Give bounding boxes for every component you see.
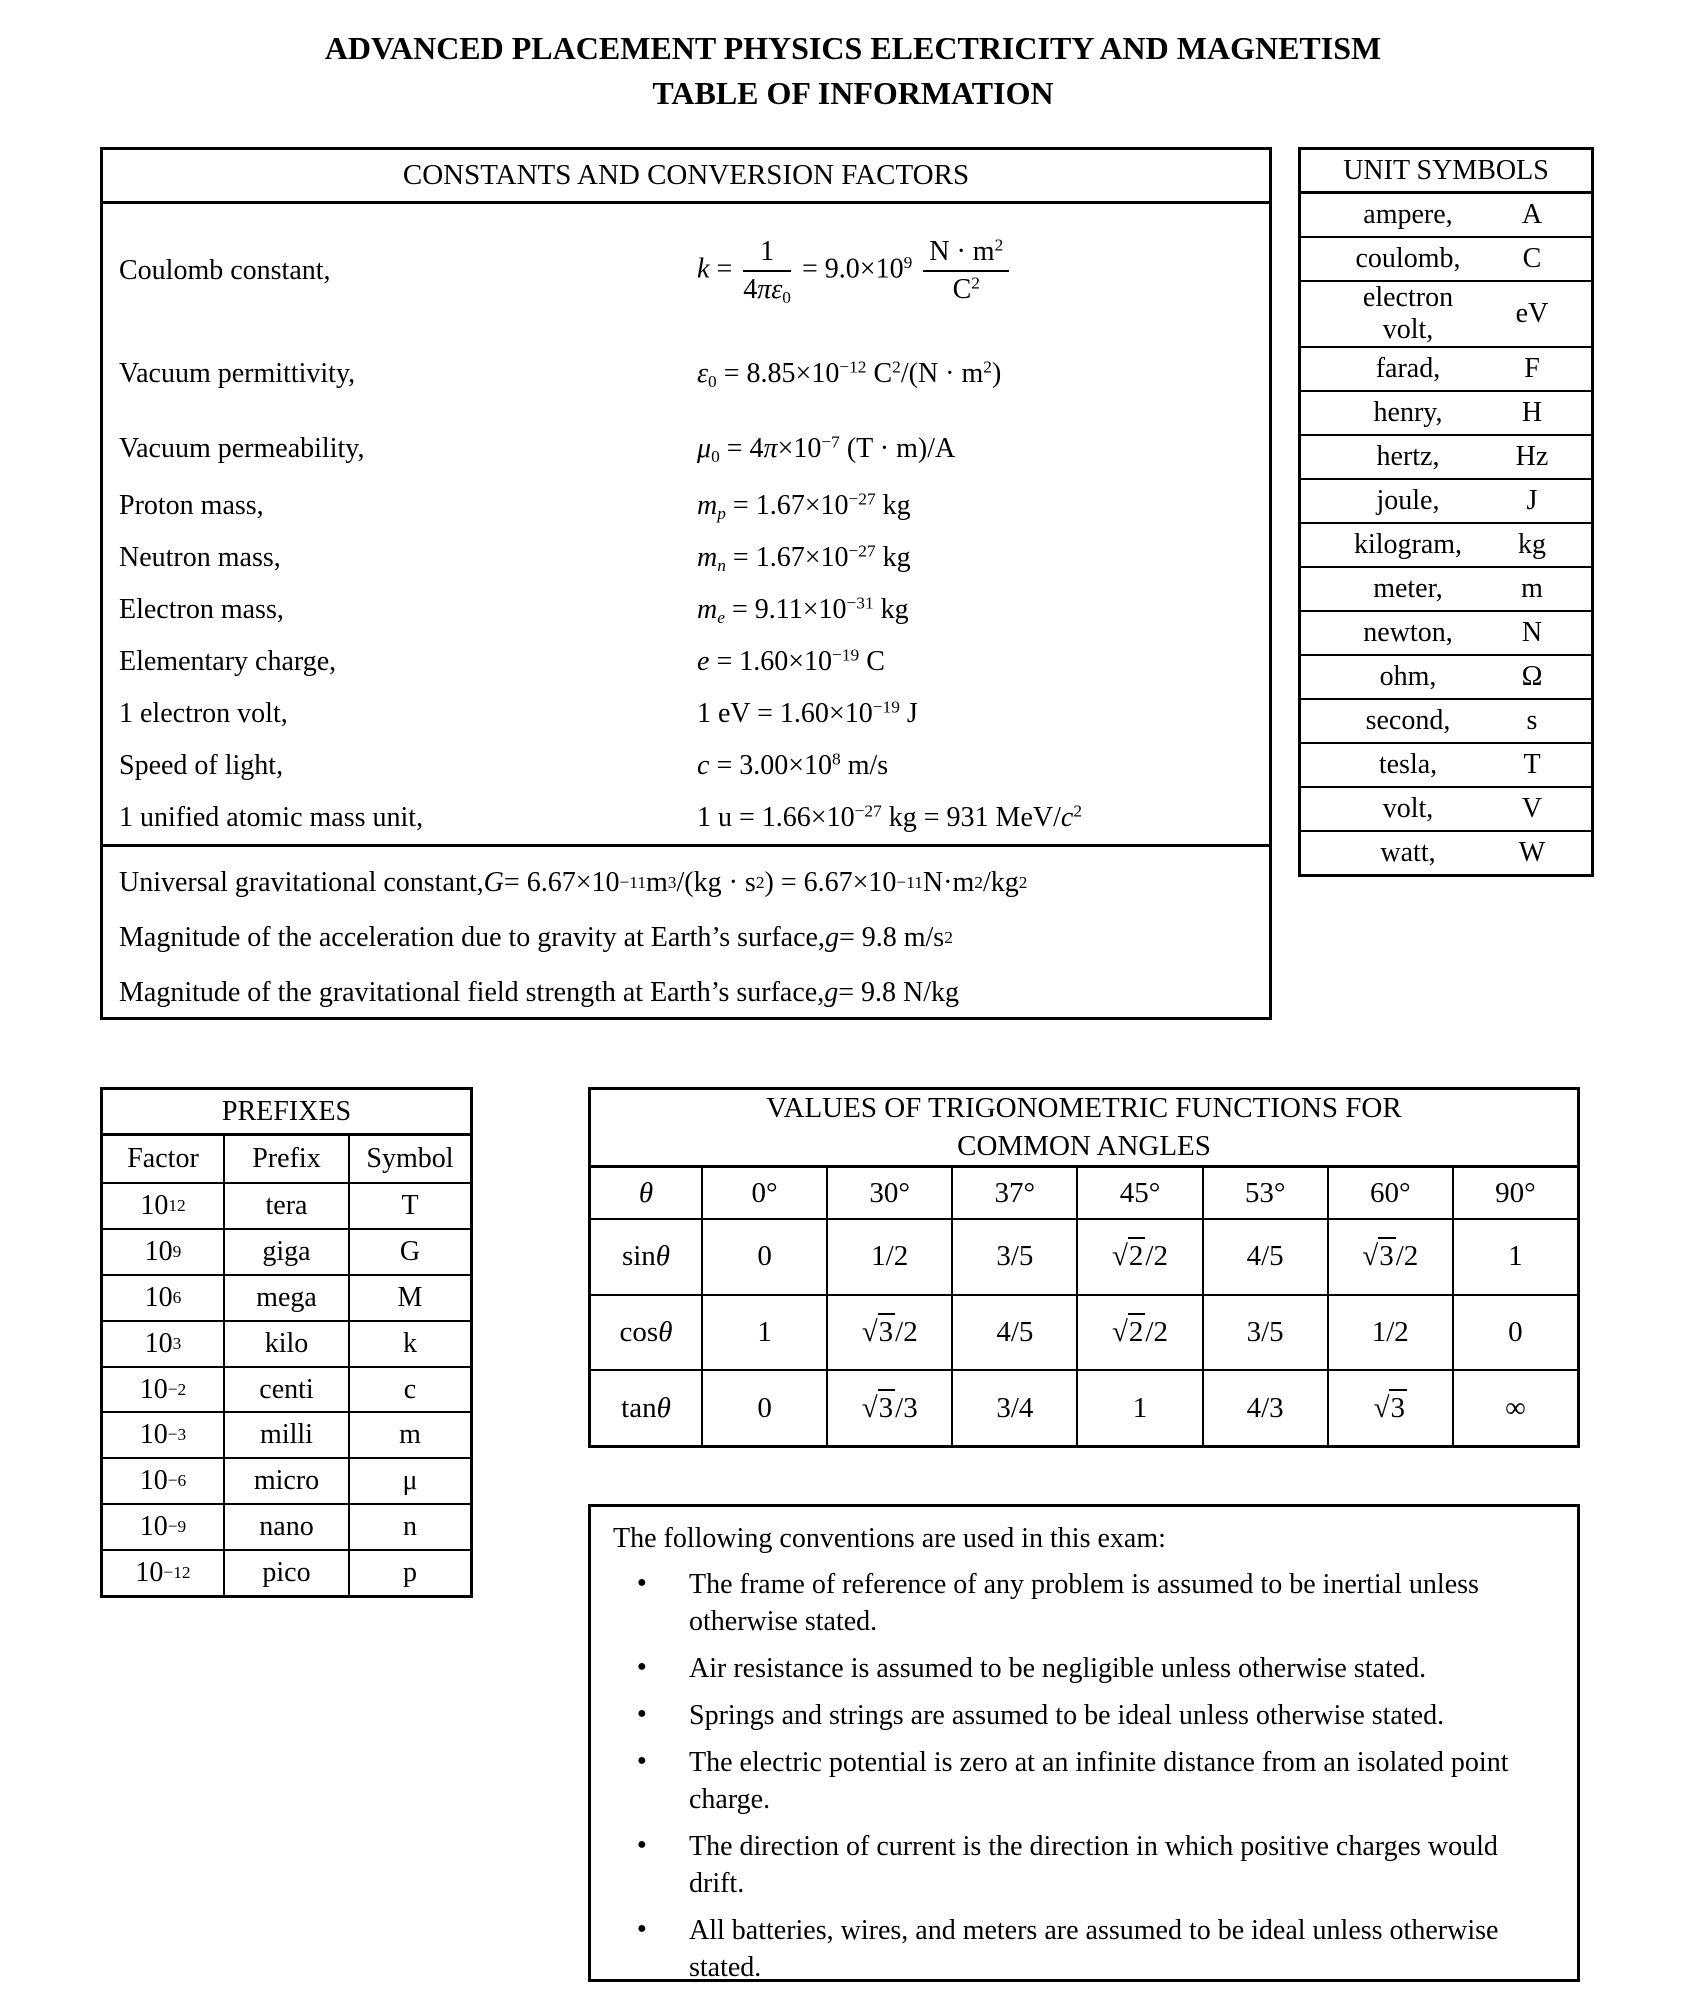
constant-note: Universal gravitational constant, G = 6.67×10 −11 m 3 /(kg · s 2 ) = 6.67×10 −11 N·m 2 /kg 2	[119, 866, 1028, 898]
trig-row-label: tan θ	[591, 1371, 703, 1445]
prefixes-column-headers	[103, 1136, 470, 1184]
constants-rows	[103, 204, 1269, 844]
trig-cell: 1/2	[828, 1220, 953, 1294]
trig-cell: 1	[703, 1296, 828, 1370]
conventions-bullets	[613, 1567, 1559, 1987]
unit-symbol-row	[1301, 480, 1591, 524]
unit-symbols-header: UNIT SYMBOLS	[1301, 150, 1591, 194]
prefixes-col-factor: Factor	[103, 1136, 225, 1182]
trig-cell: √3 /2	[1329, 1220, 1454, 1294]
unit-symbol: m	[1521, 573, 1543, 604]
page-title-line2: TABLE OF INFORMATION	[652, 75, 1054, 112]
bullet-dot-icon: ●	[637, 1574, 647, 1591]
trig-cell: 0	[703, 1220, 828, 1294]
prefix-symbol: k	[403, 1327, 417, 1359]
trig-cell: 4/3	[1204, 1371, 1329, 1445]
radical-sign: √3	[1362, 1240, 1395, 1273]
trig-cell: √3 /3	[828, 1371, 953, 1445]
unit-symbol: H	[1521, 397, 1543, 428]
prefixes-col-symbol: Symbol	[366, 1143, 454, 1174]
prefix-row	[103, 1413, 470, 1459]
unit-symbols-table	[1298, 147, 1594, 877]
prefix-row	[103, 1184, 470, 1230]
bullet-dot-icon: ●	[637, 1919, 647, 1937]
constant-formula: k = $\frac{1}{4\pi\varepsilon_0}$ = $9.0\times 10^9$ $\frac{N \cdot m^2}{C^2}$	[697, 236, 1013, 306]
unit-name: watt,	[1380, 837, 1436, 868]
prefix-row	[103, 1230, 470, 1276]
trig-cell: 3/5	[1204, 1296, 1329, 1370]
prefix-factor: 10 3	[103, 1322, 225, 1366]
trig-grid	[591, 1168, 1577, 1445]
unit-symbol-row	[1301, 656, 1591, 700]
prefix-name: pico	[225, 1551, 350, 1595]
unit-symbols-rows	[1301, 194, 1591, 874]
prefix-name: milli	[225, 1413, 350, 1457]
convention-text: All batteries, wires, and meters are assumed to be ideal unless otherwise stated.	[689, 1914, 1499, 1983]
trig-row	[591, 1371, 1577, 1445]
unit-symbol: W	[1518, 837, 1546, 868]
convention-item	[613, 1829, 1559, 1903]
trig-row	[591, 1220, 1577, 1296]
conventions-panel	[588, 1504, 1580, 1982]
trig-cell: 0°	[703, 1168, 828, 1218]
prefix-name: giga	[225, 1230, 350, 1274]
unit-symbol-row	[1301, 392, 1591, 436]
radical-sign: √3	[1374, 1392, 1407, 1425]
constant-label: Vacuum permeability,	[119, 433, 365, 464]
trig-cell: 3/4	[953, 1371, 1078, 1445]
trig-cell: 4/5	[1204, 1220, 1329, 1294]
trig-row-label: θ	[591, 1168, 703, 1218]
convention-item	[613, 1567, 1559, 1641]
constant-formula: $\mu_0 = 4\pi\times 10^{-7}$ (T · m)/A	[697, 432, 956, 467]
unit-symbol-row	[1301, 436, 1591, 480]
constants-header: CONSTANTS AND CONVERSION FACTORS	[103, 150, 1269, 204]
prefix-factor: 10 9	[103, 1230, 225, 1274]
bullet-dot-icon: ●	[637, 1657, 647, 1675]
constant-formula: 1 $u = 1.66\times 10^{-27}$ kg = 931 MeV/$c^2$	[697, 801, 1082, 833]
prefix-factor: 10 −3	[103, 1413, 225, 1457]
convention-text: The frame of reference of any problem is assumed to be inertial unless otherwise stated.	[689, 1569, 1479, 1637]
unit-name: meter,	[1373, 573, 1443, 604]
trig-cell: 1	[1508, 1240, 1523, 1273]
radical-sign: √3	[862, 1392, 895, 1425]
prefix-symbol: M	[397, 1281, 423, 1313]
conventions-intro: The following conventions are used in this exam:	[613, 1523, 1166, 1554]
trig-cell: 4/5	[953, 1296, 1078, 1370]
page-title-line1: ADVANCED PLACEMENT PHYSICS ELECTRICITY AND MAGNETISM	[324, 30, 1382, 66]
trig-table	[588, 1087, 1580, 1448]
unit-name: ampere,	[1363, 199, 1453, 230]
constant-formula: $e = 1.60\times 10^{-19}$ C	[697, 645, 885, 677]
convention-text: The direction of current is the direction in which positive charges would drift.	[689, 1830, 1498, 1899]
trig-cell: √3 /2	[828, 1296, 953, 1370]
constant-formula: $m_e = 9.11\times 10^{-31}$ kg	[697, 593, 909, 628]
unit-symbol: A	[1521, 199, 1543, 230]
constant-note: Magnitude of the acceleration due to gravity at Earth’s surface, g = 9.8 m/s 2	[119, 921, 953, 953]
prefix-symbol: m	[399, 1419, 421, 1451]
unit-name: joule,	[1376, 485, 1440, 516]
trig-cell: 37°	[953, 1168, 1078, 1218]
prefix-factor: 10 −6	[103, 1459, 225, 1503]
trig-cell: √2 /2	[1078, 1296, 1203, 1370]
unit-name: newton,	[1363, 617, 1453, 648]
constant-label: Electron mass,	[119, 594, 284, 625]
unit-symbol-row	[1301, 568, 1591, 612]
unit-name: farad,	[1375, 353, 1441, 384]
trig-cell: 45°	[1078, 1168, 1203, 1218]
trig-title	[591, 1090, 1577, 1168]
constant-formula: $c = 3.00\times 10^8$ m/s	[697, 749, 889, 781]
trig-cell: 90°	[1495, 1176, 1536, 1209]
convention-item	[613, 1698, 1559, 1735]
unit-symbol-row	[1301, 348, 1591, 392]
constants-table	[100, 147, 1272, 1020]
constant-label: Proton mass,	[119, 490, 264, 521]
trig-cell: 60°	[1329, 1168, 1454, 1218]
prefix-row	[103, 1368, 470, 1414]
trig-cell: 3/5	[953, 1220, 1078, 1294]
prefix-row	[103, 1322, 470, 1368]
constant-row	[119, 480, 1269, 532]
bullet-dot-icon: ●	[637, 1704, 647, 1722]
unit-symbol: C	[1522, 243, 1542, 274]
trig-title-line2: COMMON ANGLES	[957, 1129, 1211, 1162]
convention-item	[613, 1651, 1559, 1688]
unit-symbol: s	[1526, 705, 1538, 736]
trig-cell: 30°	[828, 1168, 953, 1218]
unit-symbol-row	[1301, 744, 1591, 788]
page-title	[0, 26, 1706, 117]
trig-cell: 1/2	[1329, 1296, 1454, 1370]
prefix-name: tera	[225, 1184, 350, 1228]
unit-symbol: V	[1521, 793, 1543, 824]
trig-title-line1: VALUES OF TRIGONOMETRIC FUNCTIONS FOR	[766, 1091, 1402, 1124]
bullet-dot-icon: ●	[637, 1751, 647, 1769]
constant-label: 1 electron volt,	[119, 698, 288, 729]
constant-row	[119, 688, 1269, 740]
prefix-factor: 10 −2	[103, 1368, 225, 1412]
unit-symbol: Ω	[1521, 661, 1543, 692]
prefix-factor: 10 12	[103, 1184, 225, 1228]
prefix-symbol: G	[399, 1235, 421, 1267]
constant-row	[119, 584, 1269, 636]
constant-label: Coulomb constant,	[119, 255, 331, 286]
constant-label: Speed of light,	[119, 750, 284, 781]
prefix-symbol: μ	[402, 1465, 418, 1497]
unit-symbol-row	[1301, 612, 1591, 656]
prefixes-header: PREFIXES	[103, 1090, 470, 1136]
unit-symbol-row	[1301, 194, 1591, 238]
prefix-name: mega	[225, 1276, 350, 1320]
constant-label: Vacuum permittivity,	[119, 358, 356, 389]
fraction: $\frac{1}{4\pi\varepsilon_0}$	[743, 236, 791, 308]
unit-symbol-row	[1301, 788, 1591, 832]
constant-formula: $m_p = 1.67\times 10^{-27}$ kg	[697, 489, 911, 524]
unit-name: hertz,	[1376, 441, 1440, 472]
constant-formula: 1 eV = $1.60\times 10^{-19}$ J	[697, 697, 918, 729]
prefix-row	[103, 1551, 470, 1595]
trig-header-row	[591, 1168, 1577, 1220]
unit-symbol: Hz	[1515, 441, 1549, 472]
prefix-row	[103, 1505, 470, 1551]
prefix-factor: 10 6	[103, 1276, 225, 1320]
constant-label: 1 unified atomic mass unit,	[119, 802, 424, 833]
unit-symbol: eV	[1515, 298, 1549, 329]
unit-symbol-row	[1301, 832, 1591, 874]
bullet-dot-icon: ●	[637, 1835, 647, 1853]
constant-row	[119, 212, 1269, 330]
trig-cell: 0	[1508, 1316, 1523, 1348]
trig-cell: √2 /2	[1078, 1220, 1203, 1294]
constant-label: Neutron mass,	[119, 542, 281, 573]
constant-label: Elementary charge,	[119, 646, 337, 677]
constant-row	[119, 636, 1269, 688]
prefix-factor: 10 −12	[103, 1551, 225, 1595]
unit-symbol: F	[1524, 353, 1540, 384]
prefix-name: centi	[225, 1368, 350, 1412]
constant-note: Magnitude of the gravitational field strength at Earth’s surface, g = 9.8 N/kg	[119, 976, 960, 1008]
unit-symbol-row	[1301, 282, 1591, 348]
prefix-factor: 10 −9	[103, 1505, 225, 1549]
unit-name: coulomb,	[1355, 243, 1461, 274]
trig-cell: 53°	[1204, 1168, 1329, 1218]
prefix-symbol: p	[403, 1557, 417, 1589]
constant-formula: $\varepsilon_0 = 8.85\times 10^{-12}$ $C^2/(N \cdot m^2)$	[697, 357, 1002, 392]
trig-cell: 1	[1078, 1371, 1203, 1445]
constant-row	[119, 418, 1269, 480]
prefix-symbol: c	[403, 1373, 417, 1405]
trig-cell: 0	[703, 1371, 828, 1445]
prefix-name: micro	[225, 1459, 350, 1503]
constant-row	[119, 330, 1269, 418]
unit-symbol-row	[1301, 238, 1591, 282]
radical-sign: √3	[862, 1316, 895, 1349]
trig-row	[591, 1296, 1577, 1372]
prefix-symbol: T	[401, 1189, 419, 1221]
unit-name: kilogram,	[1353, 529, 1463, 560]
unit-name: electron volt,	[1362, 282, 1454, 345]
trig-row-label: sin θ	[591, 1220, 703, 1294]
constant-row	[119, 792, 1269, 844]
unit-symbol-row	[1301, 700, 1591, 744]
trig-row-label: cos θ	[591, 1296, 703, 1370]
convention-text: Air resistance is assumed to be negligible unless otherwise stated.	[689, 1652, 1427, 1684]
prefix-row	[103, 1276, 470, 1322]
constant-row	[119, 532, 1269, 584]
unit-name: second,	[1365, 705, 1451, 736]
prefix-row	[103, 1459, 470, 1505]
trig-cell: ∞	[1505, 1391, 1526, 1424]
prefixes-rows	[103, 1184, 470, 1595]
prefixes-col-prefix: Prefix	[225, 1136, 350, 1182]
prefix-symbol: n	[403, 1511, 417, 1543]
trig-cell	[1329, 1371, 1454, 1445]
unit-symbol-row	[1301, 524, 1591, 568]
constant-row	[119, 740, 1269, 792]
unit-symbol: N	[1521, 617, 1543, 648]
convention-text: Springs and strings are assumed to be ideal unless otherwise stated.	[689, 1699, 1445, 1731]
unit-name: volt,	[1382, 793, 1434, 824]
unit-symbol: kg	[1518, 529, 1546, 560]
prefix-name: kilo	[225, 1322, 350, 1366]
constant-formula: $m_n = 1.67\times 10^{-27}$ kg	[697, 541, 911, 576]
convention-text: The electric potential is zero at an infinite distance from an isolated point charge.	[689, 1746, 1509, 1815]
radical-sign: √2	[1112, 1316, 1145, 1349]
fraction: $\frac{N \cdot m^2}{C^2}$	[923, 236, 1009, 306]
unit-symbol: T	[1523, 749, 1541, 780]
unit-name: tesla,	[1378, 749, 1438, 780]
constants-notes	[103, 844, 1269, 1020]
unit-name: henry,	[1373, 397, 1443, 428]
convention-item	[613, 1745, 1559, 1819]
convention-item	[613, 1913, 1559, 1987]
prefixes-table	[100, 1087, 473, 1598]
prefix-name: nano	[225, 1505, 350, 1549]
unit-symbol: J	[1526, 485, 1538, 516]
unit-name: ohm,	[1379, 661, 1437, 692]
radical-sign: √2	[1112, 1240, 1145, 1273]
